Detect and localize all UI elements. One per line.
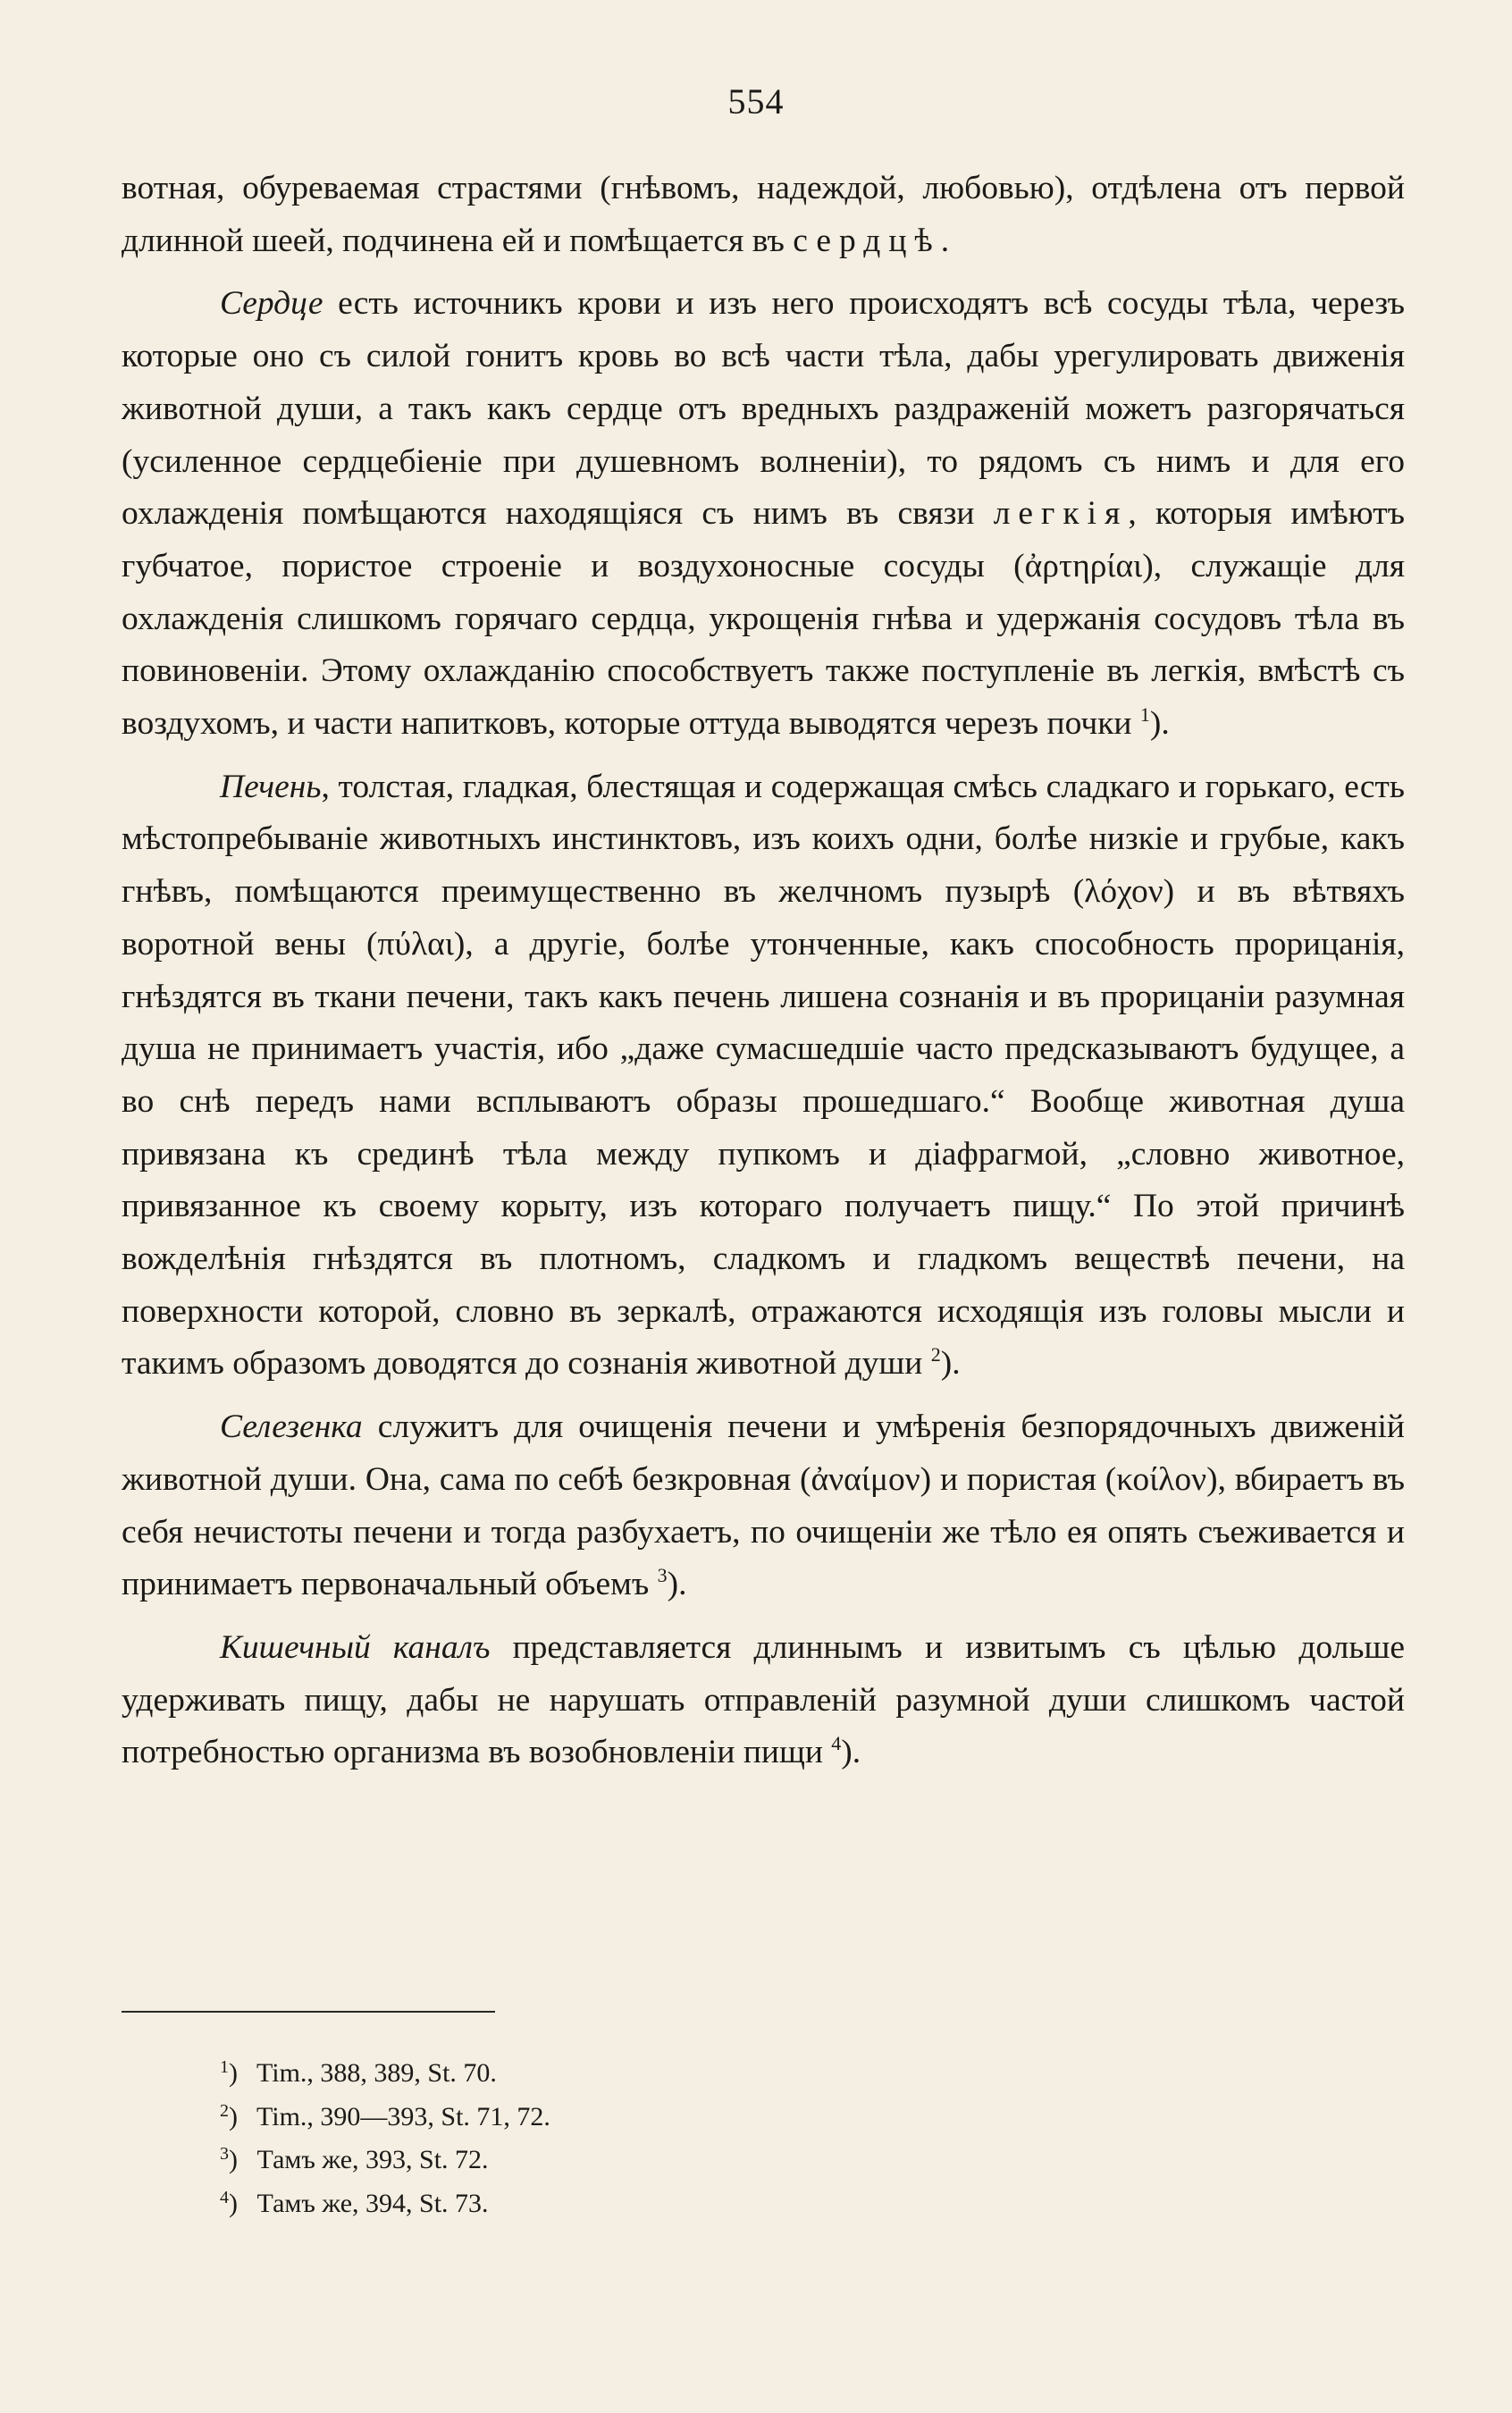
text-run: , которыя имѣютъ губчатое, пористое строеніе и воздухоносные сосуды (ἀρτηρίαι), служащіе для охлажденія слишкомъ горячаго сердца, укрощенія гнѣва и удержанія сосудовъ тѣла въ повиновеніи. Этому охлажданію способствуетъ также поступленіе въ легкія, вмѣстѣ съ воздухомъ, и части напитковъ, которые оттуда выводятся черезъ почки [122, 495, 1405, 743]
italic-term: Селезенка [220, 1408, 363, 1446]
footnote-mark: $^3$) [220, 2144, 238, 2174]
italic-term: Печень [220, 768, 322, 805]
text-run: ). [841, 1734, 861, 1771]
text-run: . [940, 222, 950, 259]
text-run: служитъ для очищенія печени и умѣренія безпорядочныхъ движеній животной души. Она, сама по себѣ безкровная (ἀναίμον) и пористая (κοίλον), вбираетъ въ себя нечистоты печени и тогда разбухаетъ, по очищеніи же тѣло ея опять съеживается и принимаетъ первоначальный объемъ [122, 1408, 1405, 1603]
footnote-mark: $^1$) [220, 2057, 238, 2088]
italic-term: Сердце [220, 285, 323, 323]
body-text [122, 163, 1405, 1779]
footnote-ref: 3 [657, 1564, 668, 1587]
text-run: представляется длиннымъ и извитымъ съ цѣлью дольше удерживать пищу, дабы не нарушать отправленій разумной души слишкомъ частой потребностью организма въ возобновленіи пищи [122, 1628, 1405, 1771]
footnote-text: Тамъ же, 394, St. 73. [256, 2188, 489, 2218]
text-run: , толстая, гладкая, блестящая и содержащая смѣсь сладкаго и горькаго, есть мѣстопребываніе животныхъ инстинктовъ, изъ коихъ одни, болѣе низкіе и грубые, какъ гнѣвъ, помѣщаются преимущественно въ желчномъ пузырѣ (λόχον) и въ вѣтвяхъ воротной вены (πύλαι), а другіе, болѣе утонченные, какъ способность прорицанія, гнѣздятся въ ткани печени, такъ какъ печень лишена сознанія и въ прорицаніи разумная душа не принимаетъ участія, ибо „даже сумасшедшіе часто предсказываютъ будущее, а во снѣ передъ нами всплываютъ образы прошедшаго.“ Вообще животная душа привязана къ срединѣ тѣла между пупкомъ и діафрагмой, „словно животное, привязанное къ своему корыту, изъ котораго получаетъ пищу.“ По этой причинѣ вожделѣнія гнѣздятся въ плотномъ, сладкомъ и гладкомъ веществѣ печени, на поверхности которой, словно въ зеркалѣ, отражаются исходящія изъ головы мысли и такимъ образомъ доводятся до сознанія животной души [122, 768, 1405, 1383]
paragraph-spleen [122, 1401, 1405, 1611]
italic-term: Кишечный каналъ [220, 1628, 491, 1666]
footnote-text: Tim., 388, 389, St. 70. [256, 2058, 497, 2088]
text-run: ). [940, 1345, 961, 1383]
footnote-ref: 4 [831, 1732, 842, 1755]
text-run: ). [1149, 705, 1170, 743]
spaced-term: легкія [993, 495, 1129, 533]
footnote [220, 2139, 1203, 2182]
footnote-ref: 2 [930, 1343, 941, 1366]
footnote-text: Tim., 390—393, St. 71, 72. [256, 2101, 550, 2131]
footnotes [220, 2052, 1203, 2225]
footnote-text: Тамъ же, 393, St. 72. [256, 2145, 489, 2174]
text-run: ). [667, 1566, 687, 1603]
footnote-mark: $^2$) [220, 2100, 238, 2131]
paragraph-liver [122, 761, 1405, 1391]
footnote-mark: $^4$) [220, 2187, 238, 2218]
paragraph-intestine [122, 1622, 1405, 1779]
paragraph-heart [122, 278, 1405, 750]
footnote-ref: 1 [1139, 703, 1150, 727]
paragraph-continuation [122, 163, 1405, 267]
page-number: 554 [727, 81, 785, 122]
footnote-separator [122, 2011, 495, 2013]
footnote [220, 2052, 1203, 2096]
spaced-term: сердцѣ [793, 222, 941, 259]
footnote [220, 2182, 1203, 2226]
text-run: есть источникъ крови и изъ него происходятъ всѣ сосуды тѣла, черезъ которые оно съ силой гонитъ кровь во всѣ части тѣла, дабы урегулировать движенія животной души, а такъ какъ сердце отъ вредныхъ раздраженій можетъ разгорячаться (усиленное сердцебіеніе при душевномъ волненіи), то рядомъ съ нимъ и для его охлажденія помѣщаются находящіяся съ нимъ въ связи [122, 285, 1405, 533]
footnote [220, 2096, 1203, 2140]
text-run: вотная, обуреваемая страстями (гнѣвомъ, надеждой, любовью), отдѣлена отъ первой длинной шеей, подчинена ей и помѣщается въ [122, 170, 1405, 259]
